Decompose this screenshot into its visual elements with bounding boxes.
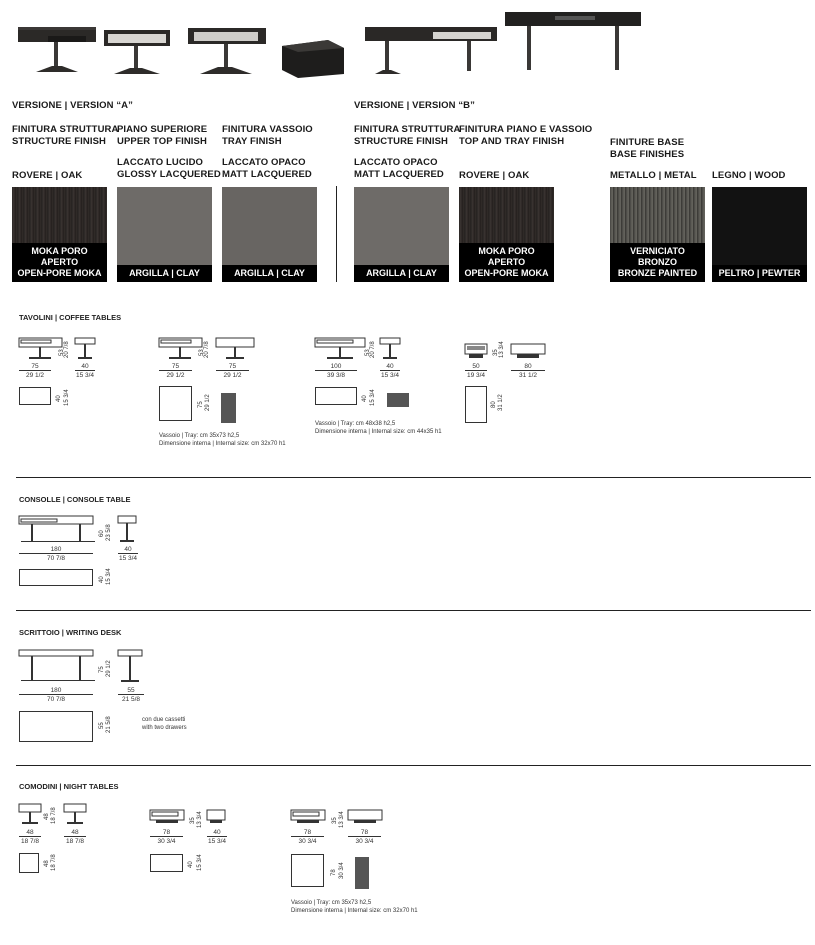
dim-height-in: 13 3/4 bbox=[339, 811, 345, 828]
dim-height-cm: 53 bbox=[199, 349, 205, 356]
base-finishes-header: FINITURE BASE BASE FINISHES bbox=[610, 137, 685, 160]
dim-width-cm: 50 bbox=[465, 363, 487, 371]
dim-plan-depth-cm: 40 bbox=[188, 861, 194, 868]
dim-height-cm: 60 bbox=[99, 530, 105, 537]
dim-plan-depth-in: 15 3/4 bbox=[197, 854, 203, 871]
product-photo-night-table bbox=[282, 38, 344, 78]
dim-plan-depth-cm: 55 bbox=[99, 722, 105, 729]
dim-height-in: 23 5/8 bbox=[106, 524, 112, 541]
dim-height-in: 18 7/8 bbox=[51, 807, 57, 824]
coffee-table-2-notes: Vassoio | Tray: cm 35x73 h2,5 Dimensione interna | Internal size: cm 32x70 h1 bbox=[159, 433, 286, 447]
dim-depth-cm: 75 bbox=[216, 363, 249, 371]
dim-depth-in: 15 3/4 bbox=[118, 555, 138, 562]
a-upper-top-header: PIANO SUPERIORE UPPER TOP FINISH bbox=[117, 124, 208, 147]
product-photo-coffee-table-b bbox=[104, 26, 174, 76]
dim-width-in: 70 7/8 bbox=[46, 696, 66, 703]
dim-plan-depth-cm: 40 bbox=[56, 395, 62, 402]
version-divider bbox=[336, 186, 337, 282]
swatch-clay-matt-a: ARGILLA | CLAY bbox=[222, 187, 317, 282]
b-top-tray-header: FINITURA PIANO E VASSOIO TOP AND TRAY FINISH bbox=[459, 124, 593, 147]
dim-plan-depth-in: 30 3/4 bbox=[339, 862, 345, 879]
coffee-table-3-tray bbox=[387, 393, 409, 407]
swatch-moka-oak-a: MOKA PORO APERTO OPEN-PORE MOKA bbox=[12, 187, 107, 282]
dim-height-in: 29 1/2 bbox=[106, 660, 112, 677]
dim-height-in: 20 7/8 bbox=[370, 341, 376, 358]
coffee-table-1-plan-view bbox=[19, 387, 51, 405]
wood-label: LEGNO | WOOD bbox=[712, 170, 786, 181]
dim-width-cm: 78 bbox=[150, 829, 183, 837]
dim-plan-depth-in: 15 3/4 bbox=[370, 389, 376, 406]
dim-width-cm: 180 bbox=[19, 687, 93, 695]
dim-width-cm: 75 bbox=[159, 363, 192, 371]
dim-height-in: 20 7/8 bbox=[204, 341, 210, 358]
product-photo-console bbox=[365, 24, 500, 74]
coffee-table-3-notes: Vassoio | Tray: cm 48x38 h2,5 Dimensione interna | Internal size: cm 44x35 h1 bbox=[315, 421, 442, 435]
writing-desk-plan-view bbox=[19, 711, 93, 742]
dim-height-cm: 48 bbox=[44, 813, 50, 820]
dim-width-in: 39 3/8 bbox=[326, 372, 346, 379]
dim-plan-depth-cm: 80 bbox=[491, 401, 497, 408]
writing-desk-front-view bbox=[19, 650, 99, 684]
coffee-table-2-tray bbox=[221, 393, 236, 423]
dim-depth-in: 15 3/4 bbox=[380, 372, 400, 379]
dim-width-in: 30 3/4 bbox=[298, 838, 317, 845]
dim-plan-depth-cm: 48 bbox=[44, 860, 50, 867]
dim-height-cm: 53 bbox=[59, 349, 65, 356]
night-table-3-notes: Vassoio | Tray: cm 35x73 h2,5 Dimensione interna | Internal size: cm 32x70 h1 bbox=[291, 900, 418, 914]
product-photo-writing-desk bbox=[505, 10, 645, 70]
night-table-2-front-view bbox=[150, 810, 190, 830]
metal-label: METALLO | METAL bbox=[610, 170, 697, 181]
a-tray-header: FINITURA VASSOIO TRAY FINISH bbox=[222, 124, 313, 147]
a-structure-header: FINITURA STRUTTURA STRUCTURE FINISH bbox=[12, 124, 119, 147]
dim-depth-in: 15 3/4 bbox=[75, 372, 95, 379]
dim-width-cm: 78 bbox=[291, 829, 324, 837]
dim-depth-cm: 55 bbox=[118, 687, 144, 695]
dim-plan-depth-in: 15 3/4 bbox=[64, 389, 70, 406]
product-photo-coffee-table-c bbox=[188, 24, 268, 74]
a-matt-label: LACCATO OPACO MATT LACQUERED bbox=[222, 157, 312, 180]
night-table-1-side-view bbox=[64, 804, 92, 828]
swatch-clay-glossy: ARGILLA | CLAY bbox=[117, 187, 212, 282]
night-table-1-plan-view bbox=[19, 853, 39, 873]
dim-width-in: 29 1/2 bbox=[166, 372, 185, 379]
dim-plan-depth-in: 18 7/8 bbox=[51, 854, 57, 871]
dim-plan-depth-in: 21 5/8 bbox=[106, 716, 112, 733]
night-table-2-side-view bbox=[207, 810, 233, 830]
dim-width-cm: 180 bbox=[19, 546, 93, 554]
dim-depth-cm: 78 bbox=[348, 829, 381, 837]
dim-depth-cm: 40 bbox=[380, 363, 400, 371]
dim-width-in: 70 7/8 bbox=[46, 555, 66, 562]
night-table-3-tray bbox=[355, 857, 369, 889]
dim-height-cm: 35 bbox=[332, 817, 338, 824]
dim-plan-depth-in: 15 3/4 bbox=[106, 568, 112, 585]
product-photo-coffee-table-a bbox=[18, 22, 98, 72]
dim-depth-in: 18 7/8 bbox=[65, 838, 85, 845]
writing-desk-notes: con due cassetti with two drawers bbox=[142, 717, 187, 731]
dim-depth-cm: 40 bbox=[207, 829, 227, 837]
version-b-title: VERSIONE | VERSION “B” bbox=[354, 100, 475, 111]
section-title-console: CONSOLLE | CONSOLE TABLE bbox=[19, 495, 131, 504]
dim-width-cm: 48 bbox=[19, 829, 41, 837]
coffee-table-1-side-view bbox=[75, 338, 105, 364]
console-side-view bbox=[118, 516, 144, 544]
dim-depth-in: 29 1/2 bbox=[223, 372, 242, 379]
dim-width-in: 19 3/4 bbox=[466, 372, 486, 379]
dim-plan-depth-in: 31 1/2 bbox=[498, 394, 504, 411]
b-structure-header: FINITURA STRUTTURA STRUCTURE FINISH bbox=[354, 124, 461, 147]
dim-height-cm: 35 bbox=[493, 349, 499, 356]
dim-depth-cm: 40 bbox=[75, 363, 95, 371]
dim-plan-depth-cm: 78 bbox=[331, 869, 337, 876]
console-front-view bbox=[19, 516, 99, 544]
b-matt-label: LACCATO OPACO MATT LACQUERED bbox=[354, 157, 444, 180]
coffee-table-4-front-view bbox=[465, 344, 491, 364]
night-table-3-front-view bbox=[291, 810, 331, 830]
a-glossy-label: LACCATO LUCIDO GLOSSY LACQUERED bbox=[117, 157, 221, 180]
swatch-bronze-painted: VERNICIATO BRONZO BRONZE PAINTED bbox=[610, 187, 705, 282]
b-oak-label: ROVERE | OAK bbox=[459, 170, 530, 181]
version-a-title: VERSIONE | VERSION “A” bbox=[12, 100, 133, 111]
dim-plan-depth-cm: 40 bbox=[362, 395, 368, 402]
coffee-table-2-plan-view bbox=[159, 386, 192, 421]
dim-plan-depth-cm: 75 bbox=[198, 401, 204, 408]
dim-depth-cm: 40 bbox=[118, 546, 138, 554]
console-plan-view bbox=[19, 569, 93, 586]
dim-plan-depth-in: 29 1/2 bbox=[205, 394, 211, 411]
dim-height-cm: 35 bbox=[190, 817, 196, 824]
dim-width-cm: 75 bbox=[19, 363, 51, 371]
section-title-coffee-tables: TAVOLINI | COFFEE TABLES bbox=[19, 313, 122, 322]
dim-depth-in: 30 3/4 bbox=[355, 838, 374, 845]
dim-width-in: 18 7/8 bbox=[20, 838, 40, 845]
swatch-moka-oak-b: MOKA PORO APERTO OPEN-PORE MOKA bbox=[459, 187, 554, 282]
coffee-table-4-side-view bbox=[511, 344, 551, 364]
dim-depth-in: 21 5/8 bbox=[121, 696, 141, 703]
coffee-table-2-side-view bbox=[216, 338, 261, 364]
section-divider bbox=[16, 610, 811, 611]
dim-width-cm: 100 bbox=[315, 363, 357, 371]
dim-width-in: 29 1/2 bbox=[25, 372, 45, 379]
section-divider bbox=[16, 765, 811, 766]
dim-width-in: 30 3/4 bbox=[157, 838, 176, 845]
coffee-table-3-front-view bbox=[315, 338, 370, 364]
coffee-table-4-plan-view bbox=[465, 386, 487, 423]
writing-desk-side-view bbox=[118, 650, 148, 684]
dim-height-in: 20 7/8 bbox=[64, 341, 70, 358]
dim-depth-cm: 48 bbox=[64, 829, 86, 837]
dim-height-in: 13 3/4 bbox=[197, 811, 203, 828]
night-table-2-plan-view bbox=[150, 854, 183, 872]
a-oak-label: ROVERE | OAK bbox=[12, 170, 83, 181]
coffee-table-3-side-view bbox=[380, 338, 410, 364]
night-table-1-front-view bbox=[19, 804, 47, 828]
section-divider bbox=[16, 477, 811, 478]
coffee-table-3-plan-view bbox=[315, 387, 357, 405]
swatch-clay-matt-b: ARGILLA | CLAY bbox=[354, 187, 449, 282]
section-title-night-tables: COMODINI | NIGHT TABLES bbox=[19, 782, 119, 791]
section-title-writing-desk: SCRITTOIO | WRITING DESK bbox=[19, 628, 122, 637]
dim-height-cm: 75 bbox=[99, 666, 105, 673]
dim-depth-cm: 80 bbox=[511, 363, 545, 371]
swatch-pewter: PELTRO | PEWTER bbox=[712, 187, 807, 282]
night-table-3-side-view bbox=[348, 810, 388, 830]
dim-depth-in: 15 3/4 bbox=[207, 838, 227, 845]
dim-plan-depth-cm: 40 bbox=[99, 576, 105, 583]
dim-depth-in: 31 1/2 bbox=[518, 372, 538, 379]
dim-height-in: 13 3/4 bbox=[499, 341, 505, 358]
night-table-3-plan-view bbox=[291, 854, 324, 887]
dim-height-cm: 53 bbox=[365, 349, 371, 356]
